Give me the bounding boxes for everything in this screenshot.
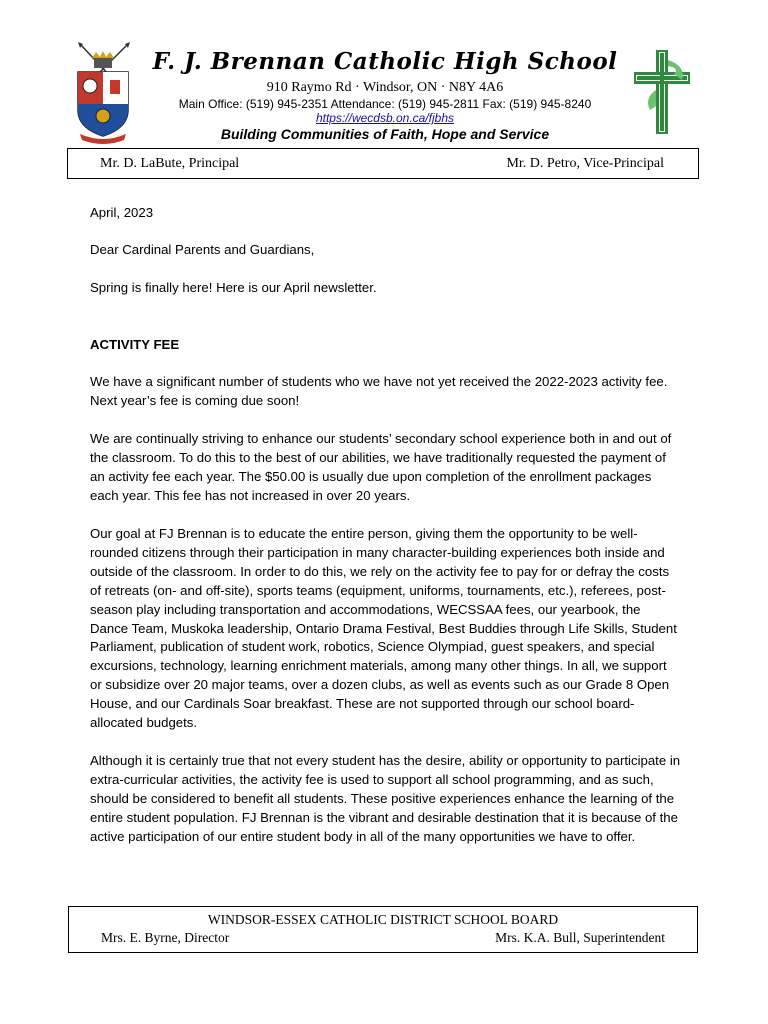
letter-salutation: Dear Cardinal Parents and Guardians,: [90, 242, 315, 257]
phone-contacts: Main Office: (519) 945-2351 Attendance: (519) 945-2811 Fax: (519) 945-8240: [178, 97, 592, 111]
paragraph-goals: Our goal at FJ Brennan is to educate the entire person, giving them the opportunity to be well-rounded citizens through their participation in many character-building experiences both inside and outside of the classroom. In order to do this, we rely on the activity fee to pay for or defray the costs of retreats (on- and off-site), sports teams (equipment, uniforms, tournaments, etc.), referees, post-season play including transportation and accommodations, WECSSAA fees, our yearbook, the Dance Team, Muskoka leadership, Ontario Drama Festival, Best Buddies through Life Skills, Student Parliament, publication of student work, robotics, Science Olympiad, guest speakers, and special excursions, technology, learning enrichment materials, among many other things. In all, we support or subsidize over 20 major teams, over a dozen clubs, as well as events such as our Grade 8 Open House, and our Cardinals Soar breakfast. These are not supported through our school board-allocated budgets.: [90, 526, 677, 731]
cross-icon: [634, 50, 690, 134]
paragraph-fee-purpose: We are continually striving to enhance our students’ secondary school experience both in and out of the classroom. To do this to the best of our abilities, we have traditionally requested the payment of an activity fee each year. The $50.00 is usually due upon completion of the enrollment packages each year. This fee has not increased in over 20 years.: [90, 431, 672, 503]
paragraph-overdue-fee: We have a significant number of students who we have not yet received the 2022-2023 activity fee. Next year’s fee is coming due soon!: [90, 374, 668, 408]
school-address: 910 Raymo Rd · Windsor, ON · N8Y 4A6: [266, 80, 504, 95]
school-board-box: [68, 906, 698, 953]
school-motto: Building Communities of Faith, Hope and Service: [220, 126, 550, 142]
letter-intro: Spring is finally here! Here is our April newsletter.: [90, 280, 377, 295]
school-crest-logo: [70, 40, 136, 144]
section-heading: ACTIVITY FEE: [90, 337, 180, 352]
website-link[interactable]: https://wecdsb.on.ca/fjbhs: [315, 111, 455, 125]
paragraph-benefit: Although it is certainly true that not every student has the desire, ability or opportunity to participate in extra-curricular activities, the activity fee is used to support all school programming, and as such, should be considered to benefit all students. These positive experiences enhance the learning of the entire student population. FJ Brennan is the vibrant and desirable destination that it is because of the active participation of our entire student body in all of the many opportunities we have to offer.: [90, 753, 681, 844]
superintendent-name: Mrs. K.A. Bull, Superintendent: [495, 930, 665, 945]
director-name: Mrs. E. Byrne, Director: [101, 930, 230, 945]
administration-box: [67, 148, 699, 179]
vice-principal-name: Mr. D. Petro, Vice-Principal: [506, 156, 664, 171]
school-name: F. J. Brennan Catholic High School: [152, 48, 618, 75]
board-name: WINDSOR-ESSEX CATHOLIC DISTRICT SCHOOL BOARD: [207, 912, 559, 927]
letter-date: April, 2023: [90, 205, 154, 220]
principal-name: Mr. D. LaBute, Principal: [100, 156, 240, 171]
